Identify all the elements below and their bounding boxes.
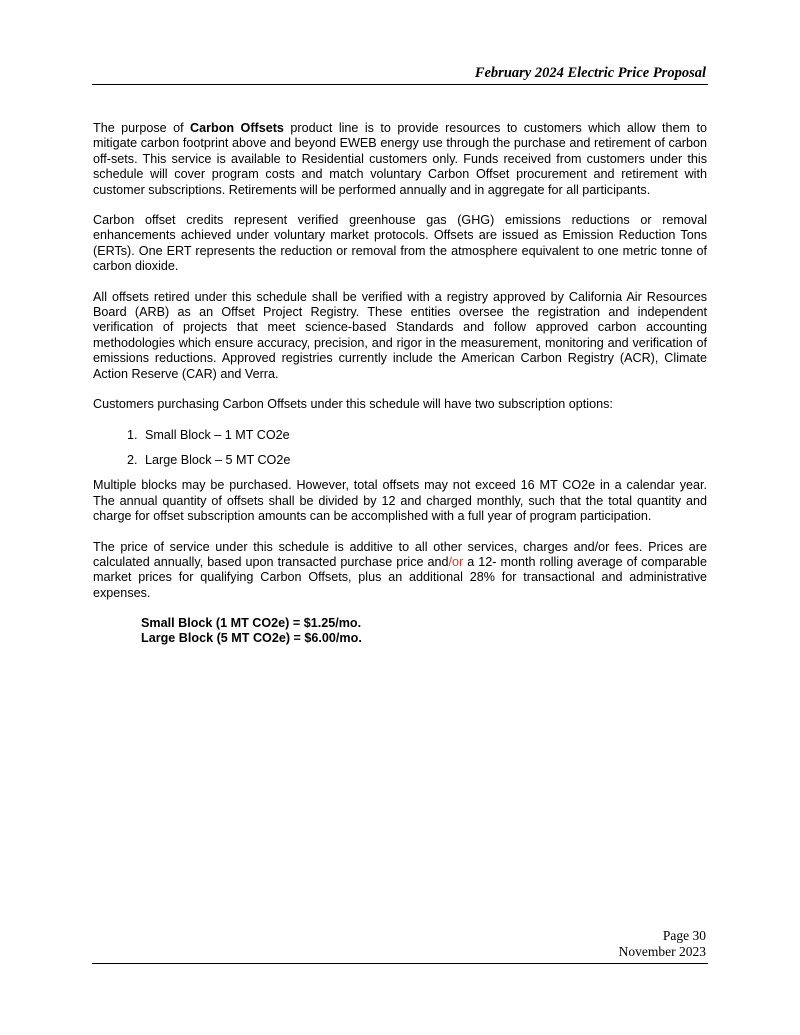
price-large-block: Large Block (5 MT CO2e) = $6.00/mo. — [141, 631, 362, 646]
price-small-block: Small Block (1 MT CO2e) = $1.25/mo. — [141, 616, 362, 631]
paragraph-credits: Carbon offset credits represent verified greenhouse gas (GHG) emissions reductions or removal enhancements achieved under voluntary market protocols. Offsets are issued as Emission Reduction Tons (ERTs). One ERT represents the reduction or removal from the atmosphere equivalent to one metric tonne of carbon dioxide. — [93, 213, 707, 274]
list-item: 2. Large Block – 5 MT CO2e — [141, 453, 707, 468]
text-span: The purpose of — [93, 121, 191, 135]
text-span: The price of service under this schedule is additive to all other services, charges and/or fees. Prices are calculated annually, based upon transacted purchase price and — [93, 539, 707, 569]
header-divider — [92, 84, 708, 85]
page-number: Page 30 — [662, 928, 706, 943]
price-list — [141, 616, 707, 646]
paragraph-options-intro: Customers purchasing Carbon Offsets under this schedule will have two subscription options: — [93, 397, 613, 412]
term-carbon-offsets: Carbon Offsets — [190, 121, 284, 135]
document-title: February 2024 Electric Price Proposal — [474, 65, 706, 81]
paragraph-pricing — [93, 540, 707, 602]
text-span: product line is to provide resources to customers which allow them to mitigate carbon footprint above and beyond EWEB energy use through the purchase and retirement of carbon off-sets. This service is available to Residential customers only. Funds received from customers under this schedule will cover program costs and match voluntary Carbon Offset procurement and retirement with customer subscriptions. Retirements will be performed annually and in aggregate for all participants. — [93, 121, 707, 197]
page-footer — [619, 928, 706, 960]
footer-date: November 2023 — [618, 944, 706, 959]
paragraph-blocks: Multiple blocks may be purchased. However, total offsets may not exceed 16 MT CO2e in a calendar year. The annual quantity of offsets shall be divided by 12 and charged monthly, such that the total quantity and charge for offset subscription amounts can be accomplished with a full year of program participation. — [93, 478, 707, 524]
list-item: 1. Small Block – 1 MT CO2e — [141, 428, 707, 443]
footer-divider — [92, 963, 708, 964]
redline-insertion: /or — [448, 554, 464, 569]
paragraph-verification: All offsets retired under this schedule shall be verified with a registry approved by California Air Resources Board (ARB) as an Offset Project Registry. These entities oversee the registration and independent verification of projects that meet science-based Standards and follow approved carbon accounting methodologies which ensure accuracy, precision, and rigor in the measurement, monitoring and verification of emissions reductions. Approved registries currently include the American Carbon Registry (ACR), Climate Action Reserve (CAR) and Verra. — [93, 289, 707, 381]
text-span: a 12- month rolling average of comparable market prices for qualifying Carbon Offsets, plus an additional 28% for transactional and administrative expenses. — [93, 554, 707, 600]
subscription-options-list — [93, 428, 707, 469]
paragraph-purpose — [93, 121, 707, 198]
main-content — [93, 121, 707, 646]
